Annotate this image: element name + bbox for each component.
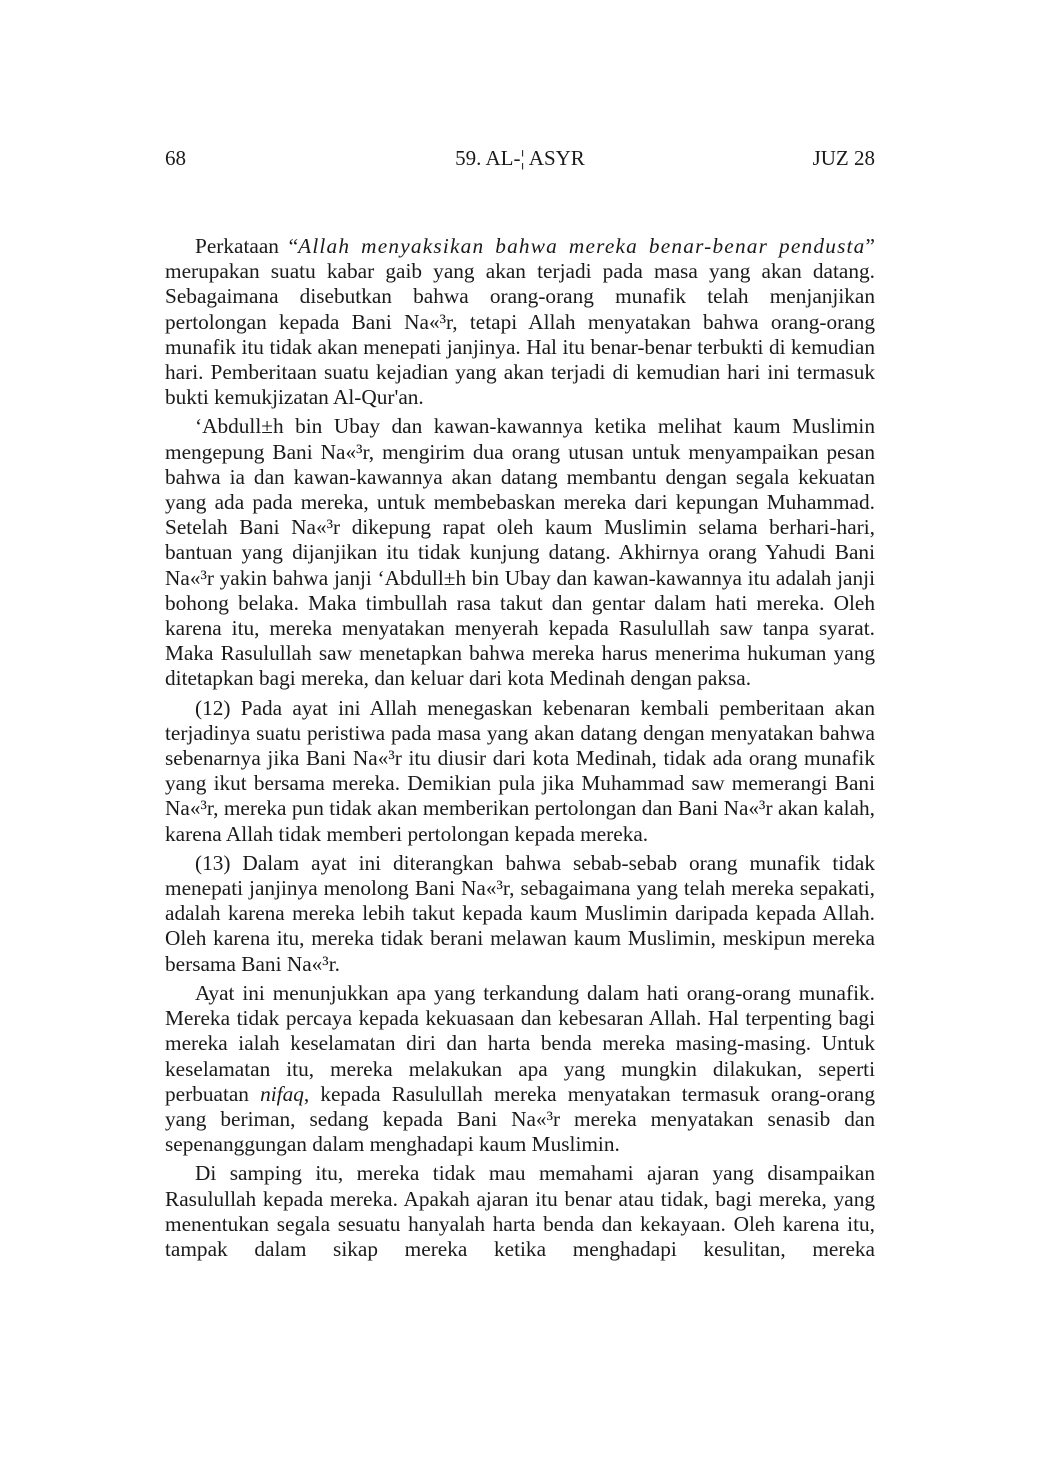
- paragraph-5-italic: nifaq: [260, 1081, 304, 1106]
- body-text: [165, 234, 875, 1266]
- page-number: 68: [165, 146, 186, 170]
- paragraph-2: ‘Abdull±h bin Ubay dan kawan-kawannya ketika melihat kaum Muslimin mengepung Bani Na«³r, mengirim dua orang utusan untuk menyampaikan pesan bahwa ia dan kawan-kawannya akan datang membantu dengan segala kekuatan yang ada pada mereka, untuk membebaskan mereka dari kepungan Muhammad. Setelah Bani Na«³r dikepung rapat oleh kaum Muslimin selama berhari-hari, bantuan yang dijanjikan itu tidak kunjung datang. Akhirnya orang Yahudi Bani Na«³r yakin bahwa janji ‘Abdull±h bin Ubay dan kawan-kawannya itu adalah janji bohong belaka. Maka timbullah rasa takut dan gentar dalam hati mereka. Oleh karena itu, mereka menyatakan menyerah kepada Rasulullah saw tanpa syarat. Maka Rasulullah saw menetapkan bahwa mereka harus menerima hukuman yang ditetapkan bagi mereka, dan keluar dari kota Medinah dengan paksa.: [165, 414, 875, 691]
- paragraph-1-quote: Allah menyaksikan bahwa mereka benar-benar pendusta: [298, 234, 866, 258]
- paragraph-4: (13) Dalam ayat ini diterangkan bahwa sebab-sebab orang munafik tidak menepati janjinya menolong Bani Na«³r, sebagaimana yang telah mereka sepakati, adalah karena mereka lebih takut kepada kaum Muslimin daripada kepada Allah. Oleh karena itu, mereka tidak berani melawan kaum Muslimin, meskipun mereka bersama Bani Na«³r.: [165, 850, 875, 976]
- page-header: [165, 146, 875, 174]
- paragraph-3: (12) Pada ayat ini Allah menegaskan kebenaran kembali pemberitaan akan terjadinya suatu peristiwa pada masa yang akan datang dengan menyatakan bahwa sebenarnya jika Bani Na«³r itu diusir dari kota Medinah, tidak ada orang munafik yang ikut bersama mereka. Demikian pula jika Muhammad saw memerangi Bani Na«³r, mereka pun tidak akan memberikan pertolongan dan Bani Na«³r akan kalah, karena Allah tidak memberi pertolongan kepada mereka.: [165, 695, 875, 846]
- paragraph-1: [165, 234, 875, 410]
- paragraph-1-lead: Perkataan “: [195, 234, 299, 258]
- paragraph-1-rest: ” merupakan suatu kabar gaib yang akan terjadi pada masa yang akan datang. Sebagaimana disebutkan bahwa orang-orang munafik telah menjanjikan pertolongan kepada Bani Na«³r, tetapi Allah menyatakan bahwa orang-orang munafik itu tidak akan menepati janjinya. Hal itu benar-benar terbukti di kemudian hari. Pemberitaan suatu kejadian yang akan terjadi di kemudian hari ini termasuk bukti kemukjizatan Al-Qur'an.: [165, 234, 875, 410]
- paragraph-5-after: , kepada Rasulullah mereka menyatakan termasuk orang-orang yang beriman, sedang kepada Bani Na«³r mereka menyatakan senasib dan sepenanggungan dalam menghadapi kaum Muslimin.: [165, 1081, 875, 1157]
- paragraph-5-before: Ayat ini menunjukkan apa yang terkandung dalam hati orang-orang munafik. Mereka tidak percaya kepada kekuasaan dan kebesaran Allah. Hal terpenting bagi mereka ialah keselamatan diri dan harta benda mereka masing-masing. Untuk keselamatan itu, mereka melakukan apa yang mungkin dilakukan, seperti perbuatan: [165, 980, 875, 1106]
- chapter-title: 59. AL-¦ ASYR: [455, 146, 585, 170]
- juz-label: JUZ 28: [812, 146, 875, 170]
- paragraph-6: Di samping itu, mereka tidak mau memahami ajaran yang disampaikan Rasulullah kepada mereka. Apakah ajaran itu benar atau tidak, bagi mereka, yang menentukan segala sesuatu hanyalah harta benda dan kekayaan. Oleh karena itu, tampak dalam sikap mereka ketika menghadapi kesulitan, mereka: [165, 1161, 875, 1261]
- paragraph-5: [165, 981, 875, 1157]
